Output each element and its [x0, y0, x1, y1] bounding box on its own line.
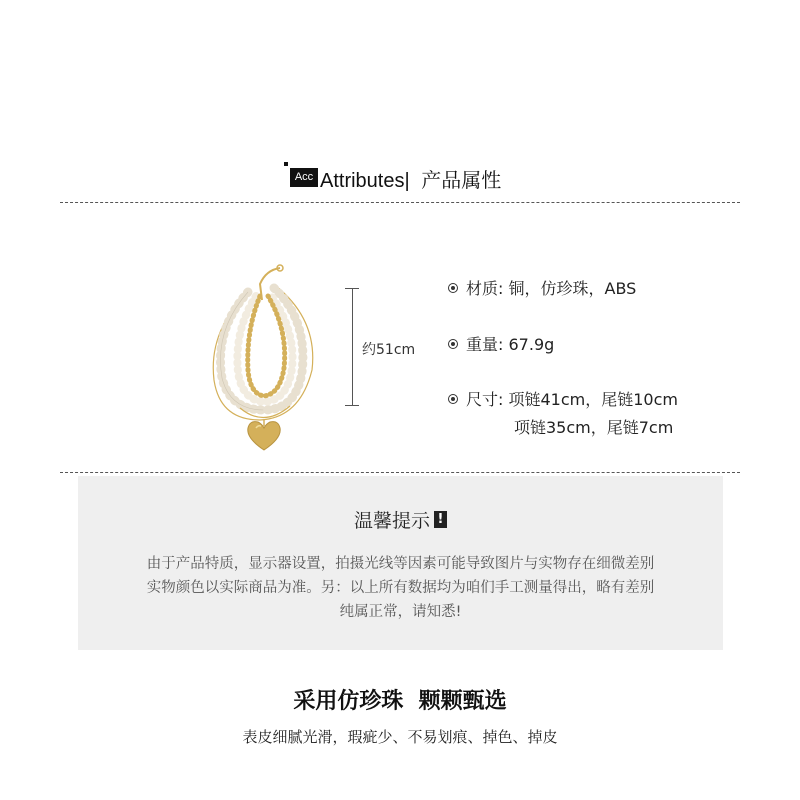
attr-size	[448, 387, 678, 410]
promo-subtitle: 表皮细腻光滑，瑕疵少、不易划痕、掉色、掉皮	[242, 728, 558, 746]
promo-title: 采用仿珍珠 颗颗甄选	[293, 689, 507, 714]
attr-weight-label: 重量:	[466, 335, 504, 354]
attr-size-value: 项链41cm，尾链10cm	[508, 390, 678, 409]
section-header	[0, 160, 800, 196]
dimension-label: 约51cm	[362, 342, 416, 358]
divider-bottom	[60, 472, 740, 473]
necklace-illustration	[200, 260, 330, 460]
bullet-icon	[448, 394, 458, 404]
attr-material	[448, 276, 636, 299]
product-image	[200, 260, 330, 460]
notice-line: 实物颜色以实际商品为准。另：以上所有数据均为咱们手工测量得出，略有差别	[146, 580, 655, 596]
attr-size-label: 尺寸:	[466, 390, 504, 409]
attr-weight-value: 67.9g	[508, 335, 555, 354]
notice-title-text: 温馨提示	[353, 510, 430, 532]
notice-line: 由于产品特质，显示器设置，拍摄光线等因素可能导致图片与实物存在细微差别	[146, 556, 655, 572]
dimension-line	[352, 288, 353, 406]
attr-weight	[448, 332, 554, 355]
dimension-tick-bottom	[345, 405, 359, 406]
divider-top	[60, 202, 740, 203]
bullet-icon	[448, 339, 458, 349]
header-title-en: Attributes|	[320, 170, 410, 192]
attr-size-value-2: 项链35cm，尾链7cm	[514, 418, 674, 437]
header-title	[320, 164, 501, 193]
attr-material-label: 材质:	[466, 279, 504, 298]
attr-material-value: 铜，仿珍珠，ABS	[508, 279, 637, 298]
header-title-cn: 产品属性	[421, 170, 502, 192]
notice-box	[78, 476, 723, 650]
dimension-marker	[345, 288, 359, 406]
header-dot	[284, 162, 288, 166]
notice-body	[78, 552, 723, 624]
exclamation-icon: !	[434, 511, 447, 528]
bullet-icon	[448, 283, 458, 293]
acc-badge: Acc	[290, 168, 318, 187]
notice-title	[78, 506, 723, 533]
notice-line: 纯属正常，请知悉!	[339, 604, 462, 620]
